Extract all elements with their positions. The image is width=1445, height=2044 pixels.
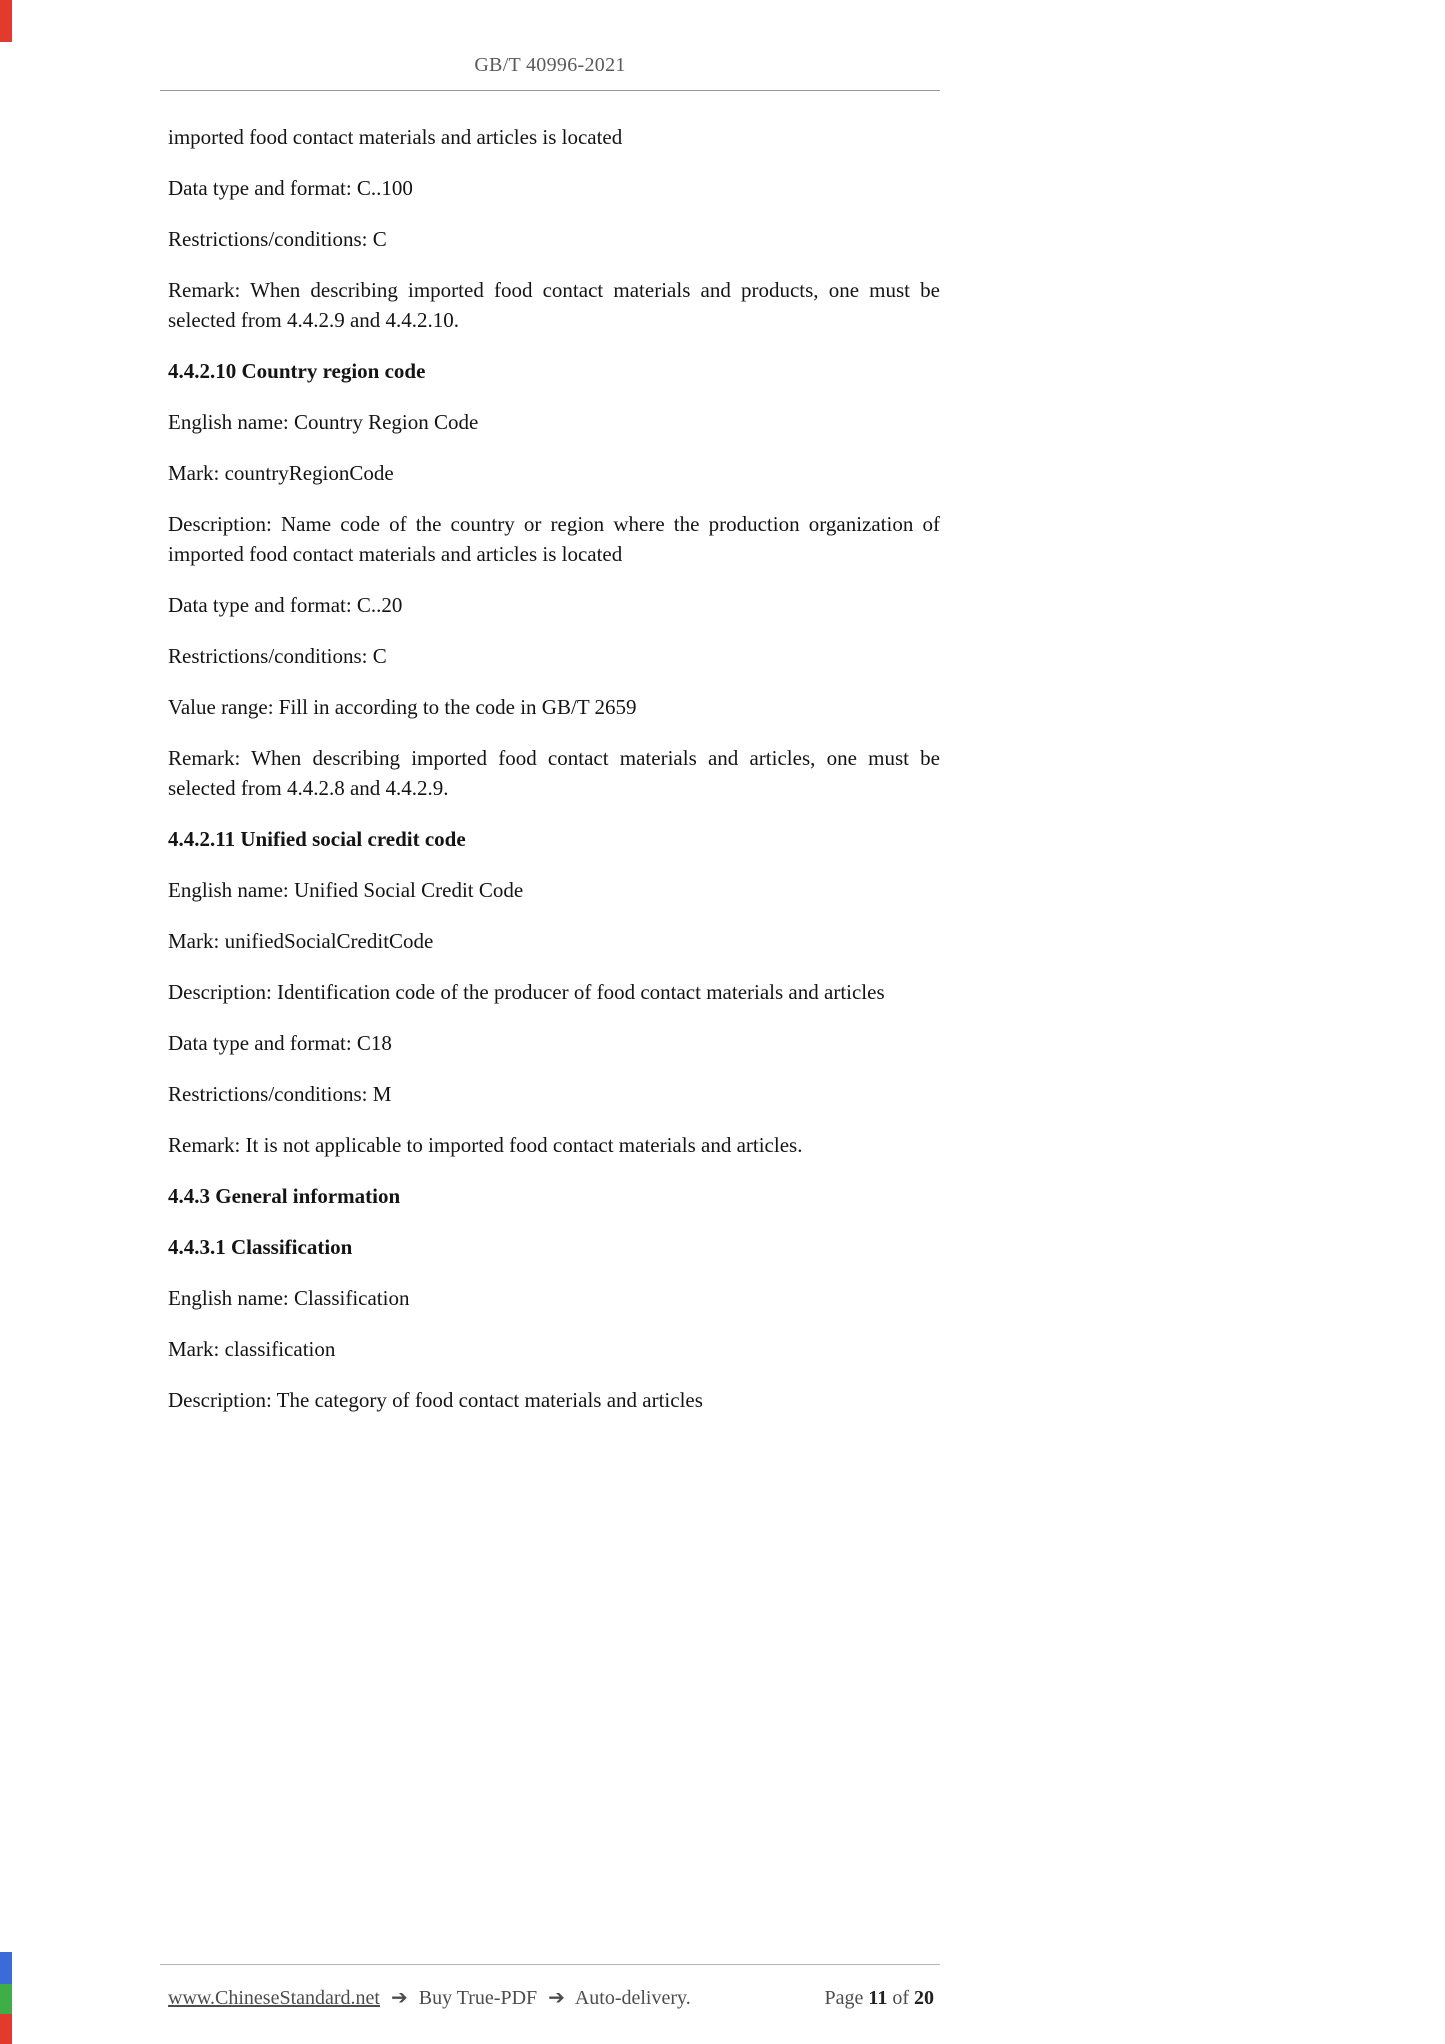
auto-delivery-label: Auto-delivery.	[574, 1987, 691, 2009]
edge-mark-bottom-red	[0, 2014, 12, 2044]
paragraph: Restrictions/conditions: M	[168, 1082, 392, 1106]
section-heading: 4.4.3 General information	[168, 1184, 401, 1208]
of-word: of	[892, 1987, 909, 2009]
buy-true-pdf-label: Buy True-PDF	[418, 1987, 538, 2009]
header-rule	[160, 90, 940, 91]
edge-mark-bottom-green	[0, 1984, 12, 2014]
arrow-icon: ➔	[548, 1987, 565, 2009]
paragraph: Data type and format: C..20	[168, 593, 403, 617]
section-heading: 4.4.2.10 Country region code	[168, 359, 426, 383]
total-page-number: 20	[914, 1987, 934, 2009]
page-word: Page	[824, 1987, 864, 2009]
footer-promo	[168, 1985, 691, 2010]
paragraph: English name: Classification	[168, 1286, 410, 1310]
current-page-number: 11	[868, 1987, 888, 2009]
paragraph: Mark: classification	[168, 1337, 336, 1361]
paragraph: Mark: countryRegionCode	[168, 461, 394, 485]
footer-rule	[160, 1964, 940, 1965]
paragraph: Data type and format: C18	[168, 1031, 392, 1055]
paragraph: Mark: unifiedSocialCreditCode	[168, 929, 434, 953]
paragraph: imported food contact materials and articles is located	[168, 125, 623, 149]
edge-mark-top-red	[0, 0, 12, 42]
paragraph: Restrictions/conditions: C	[168, 227, 387, 251]
footer-row	[160, 1985, 940, 2010]
paragraph: Value range: Fill in according to the code in GB/T 2659	[168, 695, 637, 719]
paragraph: Remark: When describing imported food contact materials and articles, one must be selected from 4.4.2.8 and 4.4.2.9.	[168, 746, 940, 800]
paragraph: Remark: It is not applicable to imported food contact materials and articles.	[168, 1133, 803, 1157]
paragraph: Description: Name code of the country or region where the production organization of imported food contact materials and articles is located	[168, 512, 940, 566]
page-header	[160, 0, 940, 91]
paragraph: Restrictions/conditions: C	[168, 644, 387, 668]
paragraph: Description: Identification code of the producer of food contact materials and articles	[168, 980, 885, 1004]
paragraph: Data type and format: C..100	[168, 176, 413, 200]
paragraph: English name: Unified Social Credit Code	[168, 878, 524, 902]
paragraph: Remark: When describing imported food contact materials and products, one must be selected from 4.4.2.9 and 4.4.2.10.	[168, 278, 940, 332]
document-body	[168, 101, 940, 1436]
edge-mark-bottom-blue	[0, 1952, 12, 1984]
arrow-icon: ➔	[391, 1987, 408, 2009]
section-heading: 4.4.2.11 Unified social credit code	[168, 827, 466, 851]
site-link[interactable]: www.ChineseStandard.net	[168, 1987, 380, 2009]
paragraph: Description: The category of food contact materials and articles	[168, 1388, 703, 1412]
paragraph: English name: Country Region Code	[168, 410, 479, 434]
page-indicator	[825, 1987, 934, 2010]
page-footer	[160, 1964, 940, 2010]
document-number: GB/T 40996-2021	[474, 54, 626, 76]
section-heading: 4.4.3.1 Classification	[168, 1235, 353, 1259]
